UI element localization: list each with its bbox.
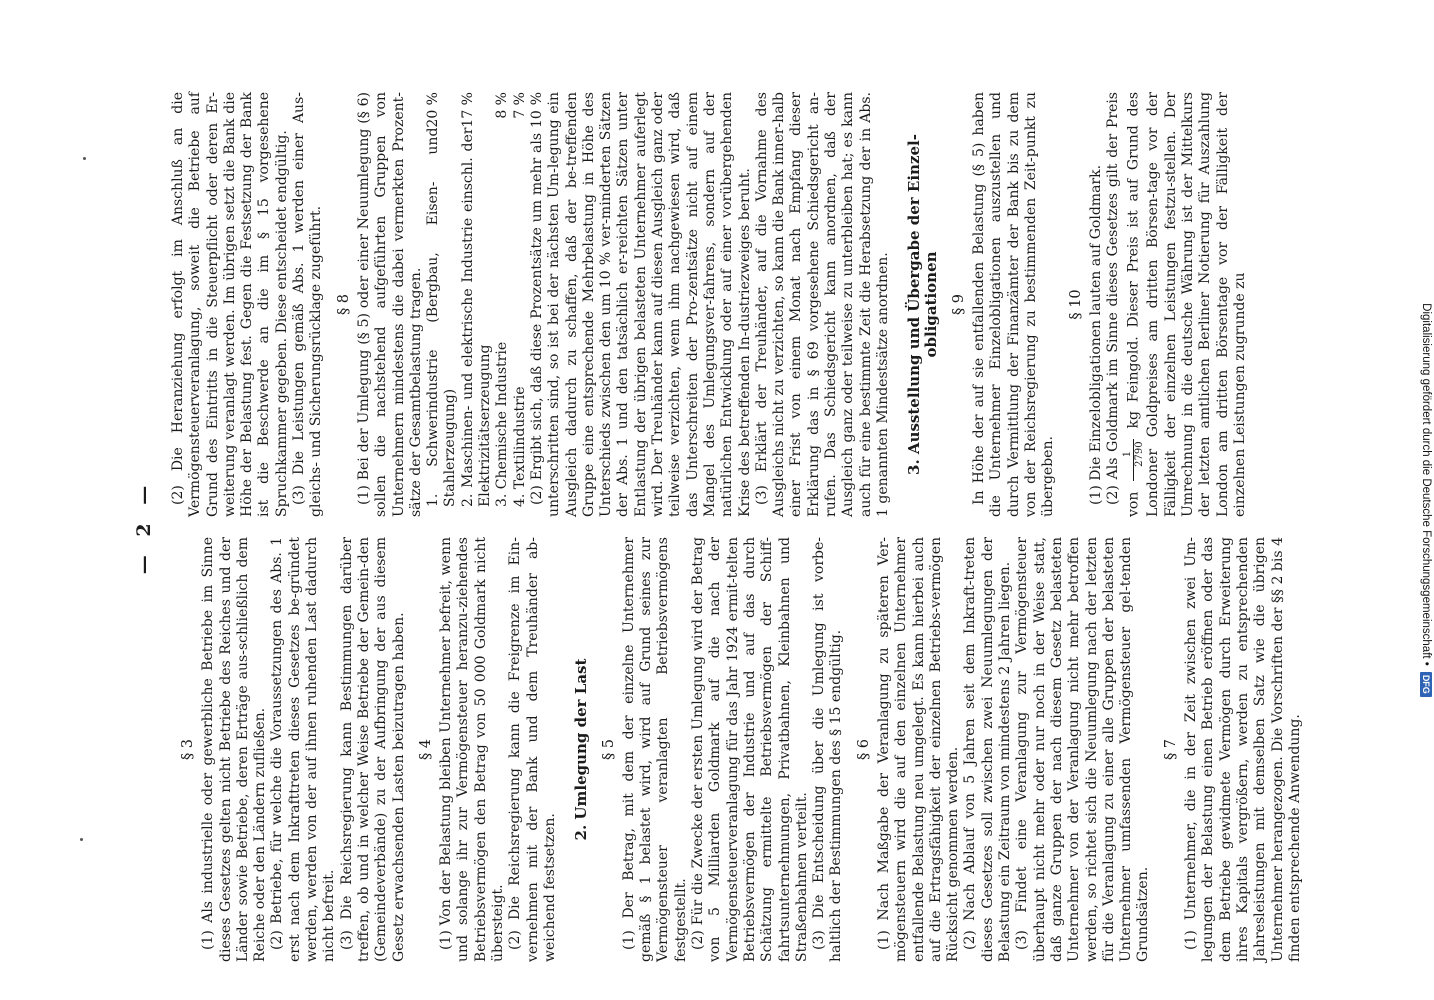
rate-label: 3. Chemische Industrie — [494, 341, 511, 507]
right-column — [170, 92, 1249, 517]
section-heading-7: § 7 — [1162, 738, 1179, 761]
digitization-credit — [1420, 0, 1432, 1000]
paragraph: (1) Nach Maßgabe der Veranlagung zu späteren Ver-mögensteuern wird die auf den einzelnen Unternehmer entfallende Belastung neu umgelegt. Es kann hierbei auch auf die Ertragsfähigkeit der einzelnen Betriebs-vermögen Rücksicht genommen werden. — [875, 537, 962, 962]
rate-label: 1. Schwerindustrie (Bergbau, Eisen- und Stahlerzeugung) — [425, 127, 459, 507]
section-heading-5: § 5 — [600, 738, 617, 761]
paragraph: (1) Bei der Umlegung (§ 5) oder einer Neuumlegung (§ 6) sollen die nachstehend aufgeführten Gruppen von Unternehmern mindestens die dabei vermerkten Prozent-sätze der Gesamtbelastung tragen. — [355, 92, 424, 517]
chapter-heading-2: 2. Umlegung der Last — [572, 658, 591, 841]
scan-speck — [83, 157, 86, 160]
rate-label: 2. Maschinen- und elektrische Industrie einschl. der Elektrizitätserzeugung — [459, 127, 494, 507]
fraction — [1122, 439, 1145, 480]
rate-row — [425, 92, 460, 517]
credit-text: Digitalisierung gefördert durch die Deutsche Forschungsgemeinschaft • — [1420, 303, 1432, 666]
page-number: — 2 — — [133, 479, 155, 575]
paragraph: (3) Die Reichsregierung kann Bestimmungen darüber treffen, ob und in welcher Weise Betriebe der Gemein-den (Gemeindeverbände) zu der Aufbringung der aus diesem Gesetz erwachsenden Lasten beizutragen haben. — [338, 537, 407, 962]
paragraph-text: (2) Als Goldmark im Sinne dieses Gesetzes gilt der Preis von — [1105, 92, 1142, 517]
section-heading-6: § 6 — [855, 738, 872, 761]
paragraph-text: kg Feingold. Dieser Preis ist auf Grund des Londoner Goldpreises am dritten Börsen-tage vor der Fälligkeit der einzelnen Leistungen festzu-stellen. Der Umrechnung in die deutsche Währung ist der Mittelkurs der letzten amtlichen Berliner Notierung für Auszahlung London am dritten Börsentage vor der Fälligkeit der einzelnen Leistungen zugrunde zu — [1125, 91, 1248, 517]
rate-value: 7 % — [511, 92, 528, 119]
chapter-heading-3: 3. Ausstellung und Übergabe der Einzel-obligationen — [905, 134, 941, 475]
rotated-page-content — [133, 91, 1320, 962]
paragraph: (1) Unternehmer, die in der Zeit zwischen zwei Um-legungen der Belastung einen Betrieb eröffnen oder das dem Betriebe gewidmete Vermögen durch Erweiterung ihres Kapitals vergrößern, werden zu entsprechenden Jahresleistungen mit demselben Satz wie die übrigen Unternehmer herangezogen. Die Vorschriften der §§ 2 bis 4 finden entsprechende Anwendung. — [1183, 537, 1303, 962]
paragraph: (2) Ergibt sich, daß diese Prozentsätze um mehr als 10 % unterschritten sind, so ist bei der nächsten Um-legung ein Ausgleich dadurch zu schaffen, daß der be-treffenden Gruppe eine entsprechende Mehrbelastung in Höhe des Unterschieds zwischen den um 10 % ver-minderten Sätzen der Abs. 1 und den tatsächlich er-reichten Sätzen unter Entlastung der übrigen belasteten Unternehmer auferlegt wird. Der Treuhänder kann auf diesen Ausgleich ganz oder teilweise verzichten, wenn ihm nachgewiesen wird, daß das Unterschreiten der Pro-zentsätze nicht auf einem Mangel des Umlegungsver-fahrens, sondern auf der natürlichen Entwicklung oder auf einer vorübergehenden Krise des betreffenden In-dustriezweiges beruht. — [528, 92, 753, 517]
paragraph: (3) Die Leistungen gemäß Abs. 1 werden einer Aus-gleichs- und Sicherungsrücklage zugeführt. — [291, 92, 325, 517]
section-heading-3: § 3 — [180, 738, 196, 761]
paragraph: (3) Findet eine Veranlagung zur Vermögensteuer überhaupt nicht mehr oder nur noch in der Weise statt, daß ganze Gruppen der nach diesem Gesetz belasteten Unternehmer von der Veranlagung nicht mehr betroffen werden, so richtet sich die Neuumlegung nach der letzten für die Veranlagung zu einer alle Gruppen der belasteten Unternehmer umfassenden Vermögensteuer gel-tenden Grundsätzen. — [1014, 537, 1152, 962]
paragraph: (3) Die Entscheidung über die Umlegung ist vorbe-haltlich der Bestimmungen des § 15 endgültig. — [811, 537, 845, 962]
rate-value: 8 % — [494, 92, 511, 119]
left-column — [170, 537, 1304, 962]
paragraph: In Höhe der auf sie entfallenden Belastung (§ 5) haben die Unternehmer Einzelobligationen auszustellen und durch Vermittlung der Finanzämter der Bank bis zu dem von der Reichsregierung zu bestimmenden Zeit-punkt zu übergeben. — [971, 92, 1057, 517]
rate-value: 20 % — [425, 92, 442, 128]
section-heading-9: § 9 — [950, 293, 967, 316]
rate-value: 17 % — [459, 92, 476, 128]
rate-row — [494, 92, 511, 517]
fraction-numerator: 1 — [1122, 439, 1134, 480]
scan-speck — [80, 838, 83, 841]
paragraph: (1) Als industrielle oder gewerbliche Betriebe im Sinne dieses Gesetzes gelten nicht Betriebe des Reiches und der Länder sowie Betriebe, deren Erträge aus-schließlich dem Reiche oder den Ländern zufließen. — [200, 537, 269, 962]
rate-row — [512, 92, 529, 517]
paragraph: (2) Für die Zwecke der ersten Umlegung wird der Betrag von 5 Milliarden Goldmark auf die nach der Vermögensteuerveranlagung für das Jahr 1924 ermit-telten Betriebsvermögen der Industrie und auf das durch Schätzung ermittelte Betriebsvermögen der Schiff-fahrtsunternehmungen, Privatbahnen, Kleinbahnen und Straßenbahnen verteilt. — [690, 537, 810, 962]
paragraph: (1) Der Betrag, mit dem der einzelne Unternehmer gemäß § 1 belastet wird, wird auf Grund seines zur Vermögensteuer veranlagten Betriebsvermögens festgestellt. — [620, 537, 689, 962]
paragraph: (2) Die Heranziehung erfolgt im Anschluß an die Vermögensteuerveranlagung, soweit die Betriebe auf Grund des Eintritts in die Steuerpflicht oder deren Er-weiterung veranlagt werden. Im übrigen setzt die Bank die Höhe der Belastung fest. Gegen die Festsetzung der Bank ist die Beschwerde an die im § 15 vorgesehene Spruchkammer gegeben. Diese entscheidet endgültig. — [170, 92, 290, 517]
dfg-logo: DFG — [1420, 672, 1432, 697]
paragraph: (3) Erklärt der Treuhänder, auf die Vornahme des Ausgleichs nicht zu verzichten, so kann die Bank inner-halb einer Frist von einem Monat nach Empfang dieser Erklärung das in § 69 vorgesehene Schiedsgericht an-rufen. Das Schiedsgericht kann anordnen, daß der Ausgleich ganz oder teilweise zu unterbleiben hat; es kann auch für eine bestimmte Zeit die Herabsetzung der in Abs. 1 genannten Mindestsätze anordnen. — [753, 92, 891, 517]
rate-list — [425, 92, 529, 517]
rate-label: 4. Textilindustrie — [511, 386, 528, 507]
paragraph: (2) Nach Ablauf von 5 Jahren seit dem Inkraft-treten dieses Gesetzes soll zwischen zwei Neuumlegungen der Belastung ein Zeitraum von mindestens 2 Jahren liegen. — [962, 537, 1014, 962]
paragraph: (1) Die Einzelobligationen lauten auf Goldmark. — [1087, 164, 1104, 505]
section-heading-10: § 10 — [1067, 289, 1084, 320]
section-heading-4: § 4 — [417, 738, 434, 761]
rate-row — [460, 92, 495, 517]
paragraph: (2) Die Reichsregierung kann die Freigrenze im Ein-vernehmen mit der Bank und dem Treuhänder ab-weichend festsetzen. — [507, 537, 558, 962]
paragraph: (1) Von der Belastung bleiben Unternehmer befreit, wenn und solange ihr zur Vermögensteuer heranzu-ziehendes Betriebsvermögen den Betrag von 50 000 Goldmark nicht übersteigt. — [438, 537, 507, 962]
paragraph — [1105, 92, 1249, 517]
section-heading-8: § 8 — [335, 293, 352, 316]
paragraph: (2) Betriebe, für welche die Voraussetzungen des Abs. 1 erst nach dem Inkrafttreten dieses Gesetzes be-gründet werden, werden von der auf ihnen ruhenden Last dadurch nicht befreit. — [269, 537, 338, 962]
fraction-denominator: 2790 — [1134, 441, 1146, 467]
